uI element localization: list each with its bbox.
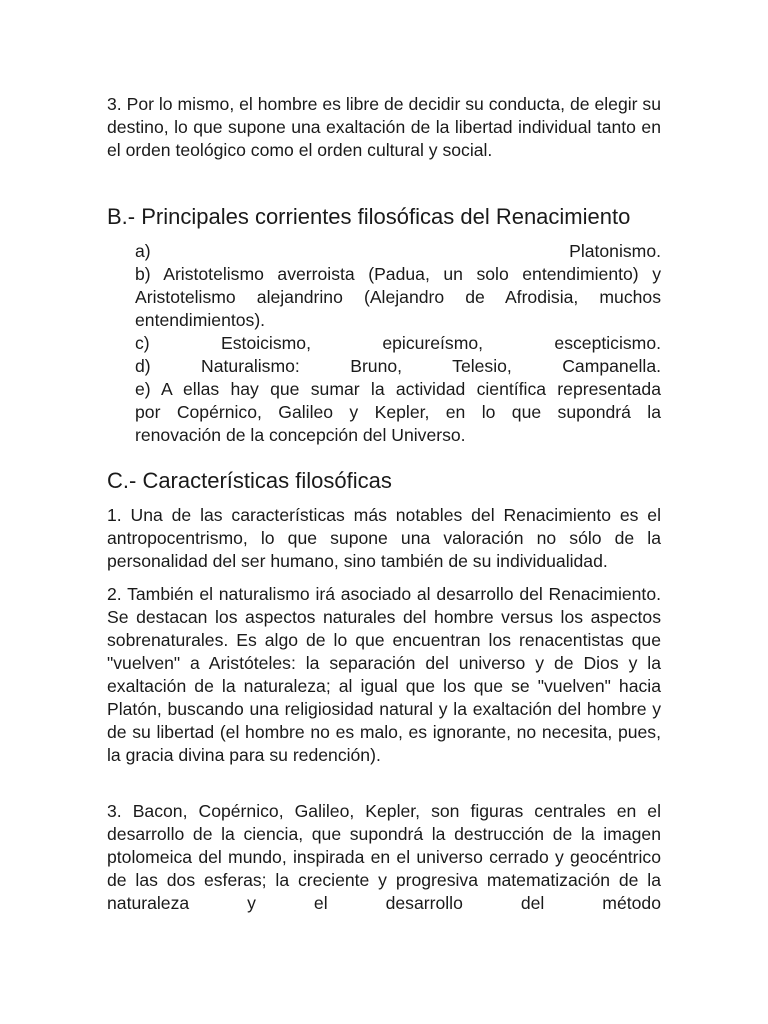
- list-item-b-line1: b) Aristotelismo averroista (Padua, un solo entendimiento) y: [135, 264, 661, 284]
- section-b-heading: B.- Principales corrientes filosóficas del Renacimiento: [107, 204, 631, 229]
- section-c-heading: C.- Características filosóficas: [107, 468, 392, 493]
- list-item-a: a) Platonismo.: [135, 241, 661, 261]
- list-item-b-line2: Aristotelismo alejandrino (Alejandro de Afrodisia, muchos: [135, 287, 661, 307]
- list-item-d: d) Naturalismo: Bruno, Telesio, Campanella.: [135, 356, 661, 376]
- section-c-paragraph-2: 2. También el naturalismo irá asociado al desarrollo del Renacimiento. Se destacan los aspectos naturales del hombre versus los aspectos sobrenaturales. Es algo de lo que encuentran los renacentistas que "vuelven" a Aristóteles: la separación del universo y de Dios y la exaltación de la naturaleza; al igual que los que se "vuelven" hacia Platón, buscando una religiosidad natural y la exaltación del hombre y de su libertad (el hombre no es malo, es ignorante, no necesita, pues, la gracia divina para su redención).: [107, 584, 661, 765]
- section-b-list: [135, 240, 661, 447]
- intro-paragraph: 3. Por lo mismo, el hombre es libre de decidir su conducta, de elegir su destino, lo que supone una exaltación de la libertad individual tanto en el orden teológico como el orden cultural y social.: [107, 94, 661, 160]
- list-item-e-line1: e) A ellas hay que sumar la actividad científica representada: [135, 379, 661, 399]
- section-c-paragraph-1: 1. Una de las características más notables del Renacimiento es el antropocentrismo, lo que supone una valoración no sólo de la personalidad del ser humano, sino también de su individualidad.: [107, 505, 661, 571]
- list-item-e-line2: por Copérnico, Galileo y Kepler, en lo que supondrá la: [135, 402, 661, 422]
- list-item-b-line3: entendimientos).: [135, 310, 266, 330]
- section-c-paragraph-3: 3. Bacon, Copérnico, Galileo, Kepler, son figuras centrales en el desarrollo de la ciencia, que supondrá la destrucción de la imagen ptolomeica del mundo, inspirada en el universo cerrado y geocéntrico de las dos esferas; la creciente y progresiva matematización de la naturaleza y el desarrollo del método: [107, 801, 661, 913]
- list-item-e-line3: renovación de la concepción del Universo.: [135, 425, 466, 445]
- list-item-c: c) Estoicismo, epicureísmo, escepticismo.: [135, 333, 661, 353]
